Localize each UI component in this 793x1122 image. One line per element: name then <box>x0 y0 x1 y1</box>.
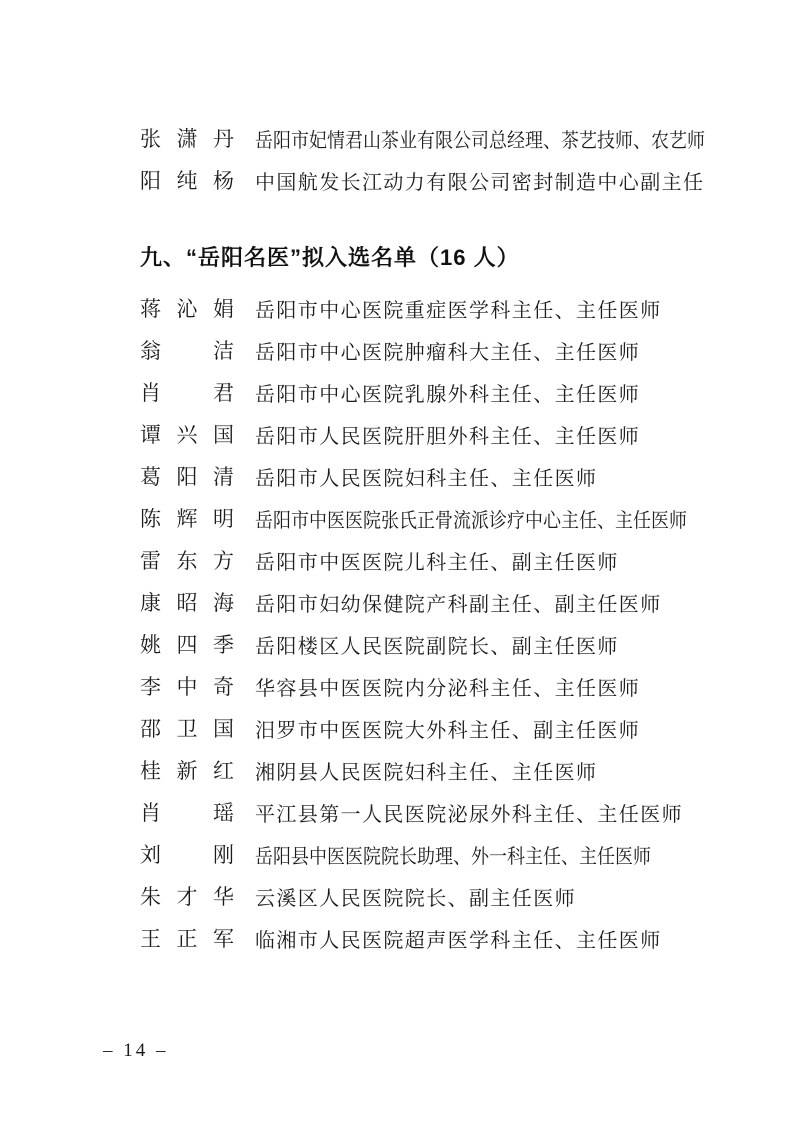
person-name: 谭兴国 <box>140 423 234 447</box>
person-title: 岳阳市中心医院重症医学科主任、主任医师 <box>255 299 662 322</box>
list-item <box>140 455 720 497</box>
person-name: 张潇丹 <box>140 127 234 151</box>
list-item <box>140 875 720 917</box>
person-name: 肖 君 <box>140 381 234 405</box>
person-title: 岳阳县中医医院院长助理、外一科主任、主任医师 <box>255 845 651 868</box>
top-entries-list <box>140 117 720 201</box>
list-item <box>140 581 720 623</box>
person-name: 葛阳清 <box>140 465 234 489</box>
list-item <box>140 791 720 833</box>
list-item <box>140 749 720 791</box>
list-item <box>140 623 720 665</box>
person-title: 华容县中医医院内分泌科主任、主任医师 <box>255 677 641 700</box>
list-item <box>140 917 720 959</box>
person-title: 汨罗市中医医院大外科主任、副主任医师 <box>255 719 641 742</box>
person-name: 蒋沁娟 <box>140 297 234 321</box>
person-title: 岳阳市中医医院张氏正骨流派诊疗中心主任、主任医师 <box>255 509 687 532</box>
person-title: 岳阳楼区人民医院副院长、副主任医师 <box>255 635 619 658</box>
person-title: 临湘市人民医院超声医学科主任、主任医师 <box>255 929 662 952</box>
list-item <box>140 371 720 413</box>
person-name: 康昭海 <box>140 591 234 615</box>
person-name: 陈辉明 <box>140 507 234 531</box>
list-item <box>140 539 720 581</box>
person-name: 李中奇 <box>140 675 234 699</box>
person-title: 岳阳市中心医院肿瘤科大主任、主任医师 <box>255 341 641 364</box>
list-item <box>140 497 720 539</box>
list-item <box>140 159 720 201</box>
person-title: 云溪区人民医院院长、副主任医师 <box>255 887 576 910</box>
person-title: 岳阳市中医医院儿科主任、副主任医师 <box>255 551 619 574</box>
person-title: 岳阳市人民医院肝胆外科主任、主任医师 <box>255 425 641 448</box>
person-name: 王正军 <box>140 927 234 951</box>
person-title: 湘阴县人民医院妇科主任、主任医师 <box>255 761 598 784</box>
person-title: 中国航发长江动力有限公司密封制造中心副主任 <box>255 171 705 194</box>
person-title: 平江县第一人民医院泌尿外科主任、主任医师 <box>255 803 683 826</box>
person-name: 刘 刚 <box>140 843 234 867</box>
person-title: 岳阳市中心医院乳腺外科主任、主任医师 <box>255 383 641 406</box>
list-item <box>140 117 720 159</box>
person-name: 姚四季 <box>140 633 234 657</box>
nominee-list <box>140 287 720 959</box>
list-item <box>140 413 720 455</box>
person-title: 岳阳市妃情君山茶业有限公司总经理、茶艺技师、农艺师 <box>255 129 705 152</box>
person-name: 朱才华 <box>140 885 234 909</box>
person-title: 岳阳市妇幼保健院产科副主任、副主任医师 <box>255 593 662 616</box>
list-item <box>140 287 720 329</box>
list-item <box>140 665 720 707</box>
person-name: 邵卫国 <box>140 717 234 741</box>
document-content <box>140 117 720 959</box>
person-title: 岳阳市人民医院妇科主任、主任医师 <box>255 467 598 490</box>
list-item <box>140 329 720 371</box>
list-item <box>140 707 720 749</box>
person-name: 翁 洁 <box>140 339 234 363</box>
section-heading: 九、“岳阳名医”拟入选名单（16 人） <box>140 245 520 270</box>
person-name: 桂新红 <box>140 759 234 783</box>
list-item <box>140 833 720 875</box>
person-name: 肖 瑶 <box>140 801 234 825</box>
person-name: 阳纯杨 <box>140 169 234 193</box>
page-number: – 14 – <box>103 1040 169 1061</box>
person-name: 雷东方 <box>140 549 234 573</box>
